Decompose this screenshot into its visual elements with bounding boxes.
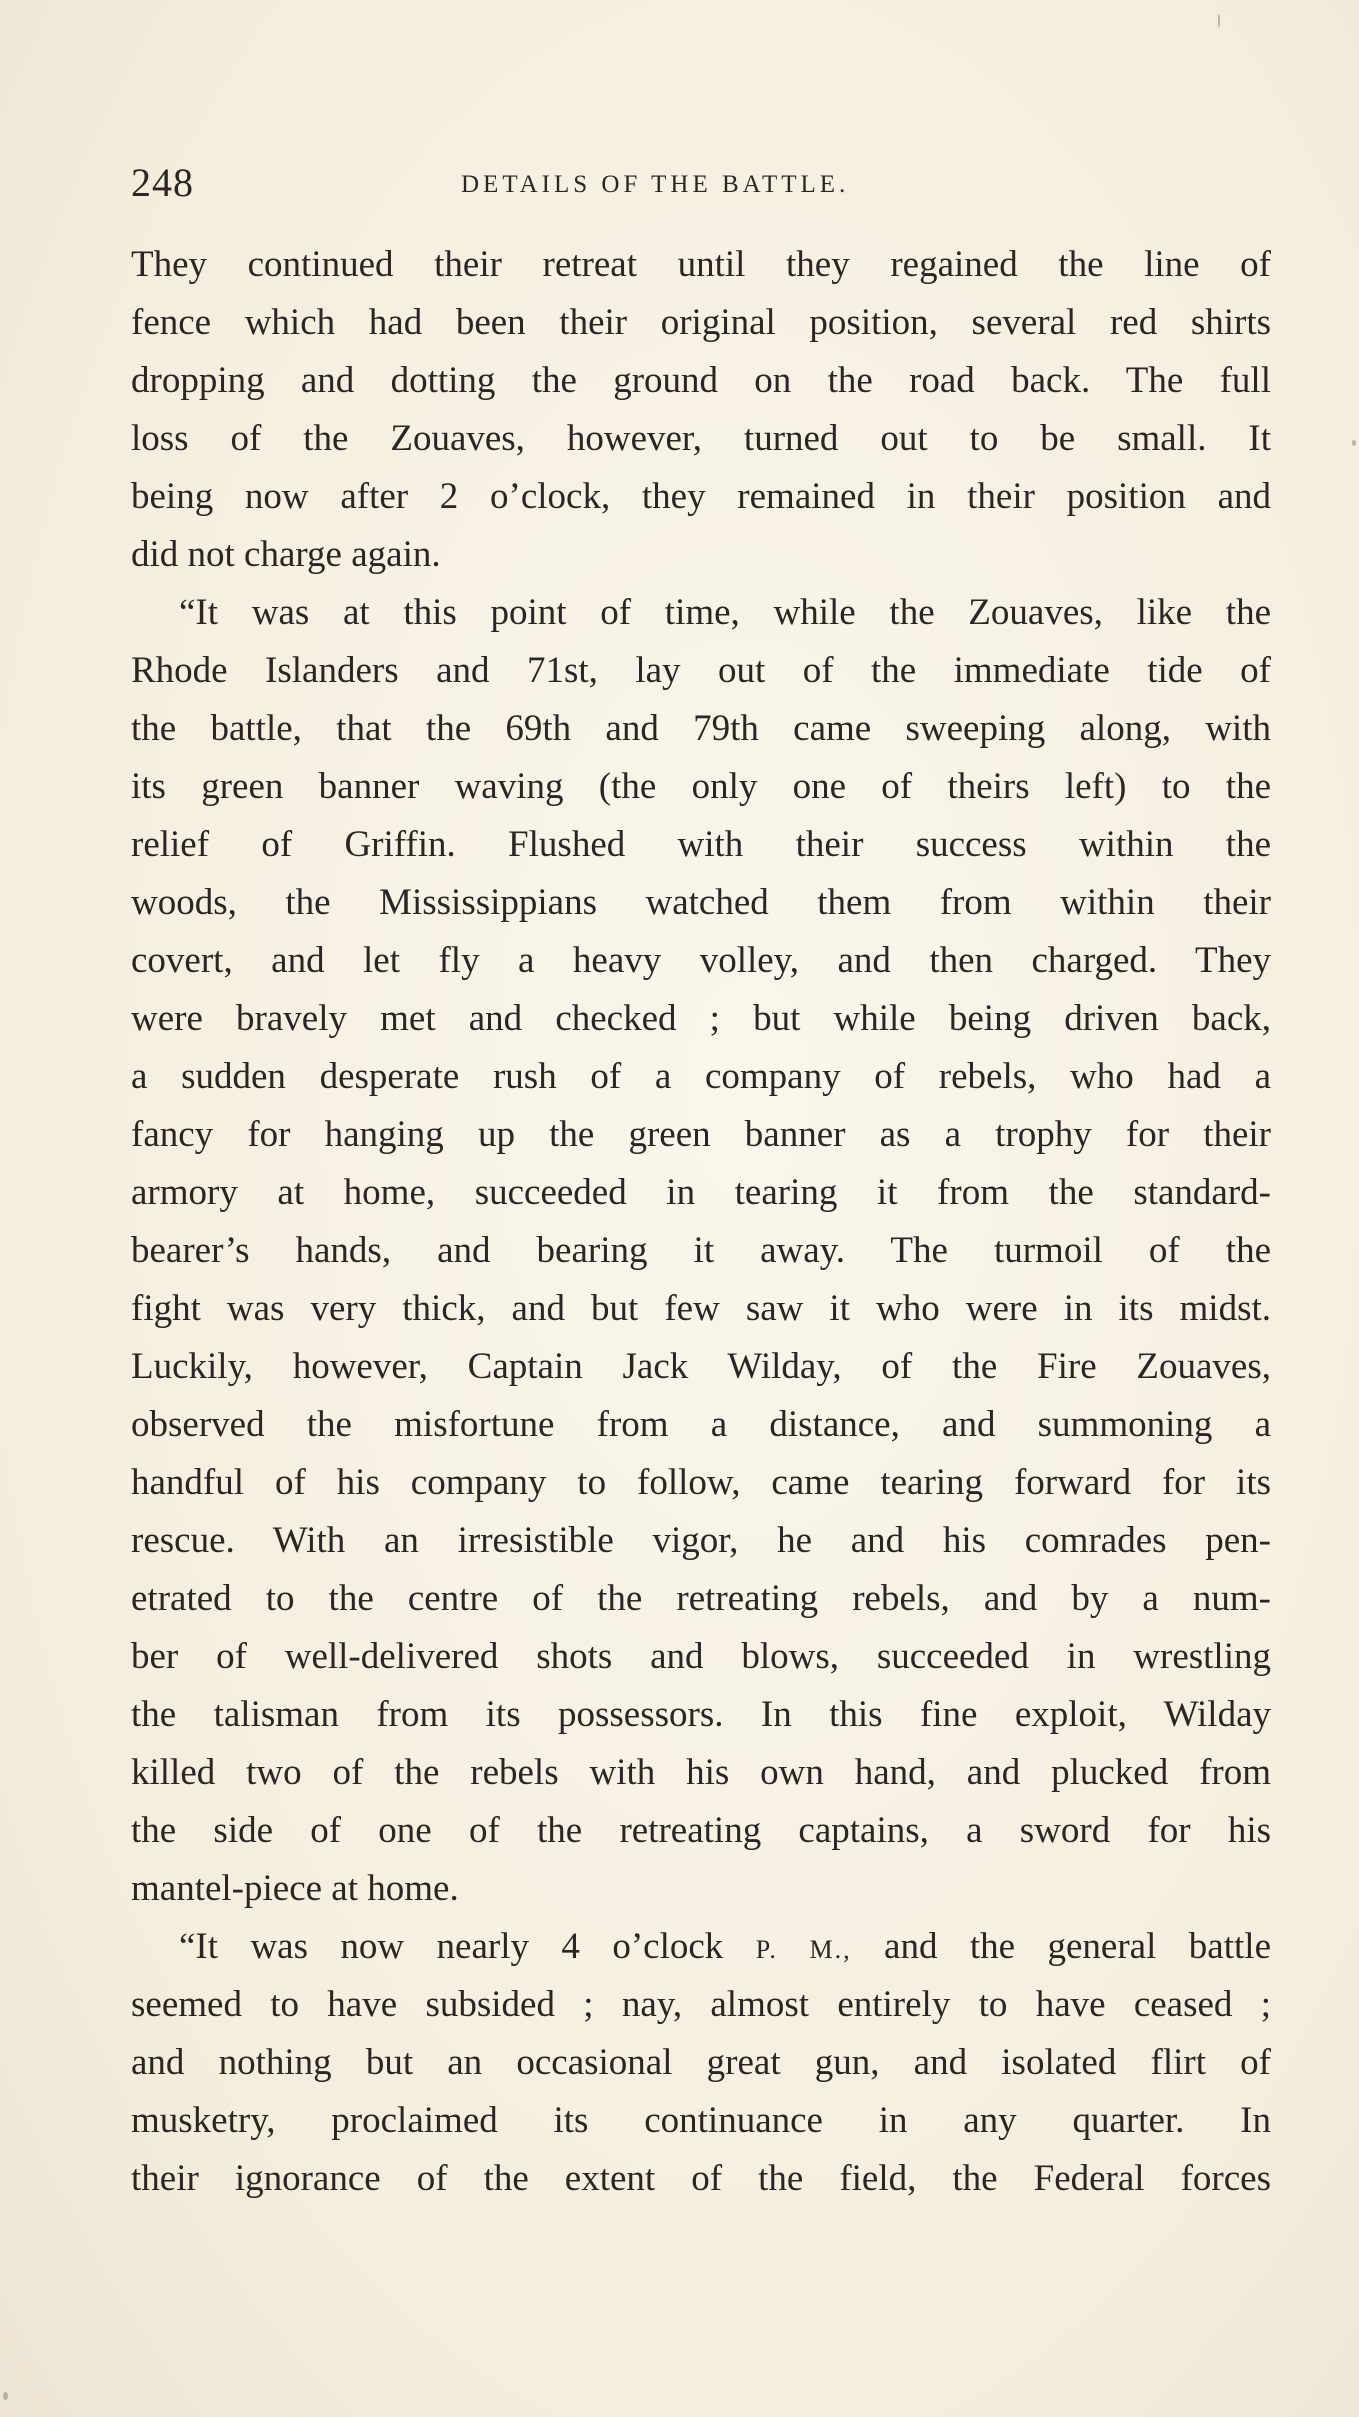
text-line: armory at home, succeeded in tearing it from the standard- (131, 1172, 1271, 1213)
text-line: etrated to the centre of the retreating rebels, and by a num- (131, 1578, 1271, 1619)
text-line: woods, the Mississippians watched them from within their (131, 882, 1271, 923)
text-line: being now after 2 o’clock, they remained in their position and (131, 476, 1271, 517)
text-line: were bravely met and checked ; but while being driven back, (131, 998, 1271, 1039)
text-line: its green banner waving (the only one of theirs left) to the (131, 766, 1271, 807)
text-line: handful of his company to follow, came tearing forward for its (131, 1462, 1271, 1503)
text-segment: and the general battle (851, 1926, 1271, 1967)
text-line: mantel-piece at home. (131, 1868, 459, 1909)
text-line: their ignorance of the extent of the field, the Federal forces (131, 2158, 1271, 2199)
text-line: relief of Griffin. Flushed with their success within the (131, 824, 1271, 865)
running-title: DETAILS OF THE BATTLE. (461, 171, 850, 198)
text-line: fence which had been their original position, several red shirts (131, 302, 1271, 343)
small-caps-pm: P. M., (755, 1935, 852, 1964)
page-header (131, 160, 1271, 206)
text-line: Rhode Islanders and 71st, lay out of the immediate tide of (131, 650, 1271, 691)
text-line: loss of the Zouaves, however, turned out to be small. It (131, 418, 1271, 459)
text-line: “It was at this point of time, while the Zouaves, like the (179, 592, 1271, 633)
text-line: fancy for hanging up the green banner as a trophy for their (131, 1114, 1271, 1155)
text-line: seemed to have subsided ; nay, almost entirely to have ceased ; (131, 1984, 1271, 2025)
body-text (131, 236, 1271, 2208)
paper-speck (1218, 14, 1220, 28)
text-line: covert, and let fly a heavy volley, and then charged. They (131, 940, 1271, 981)
page-number: 248 (131, 160, 194, 205)
text-line: the side of one of the retreating captains, a sword for his (131, 1810, 1271, 1851)
text-line: bearer’s hands, and bearing it away. The turmoil of the (131, 1230, 1271, 1271)
text-line: the talisman from its possessors. In this fine exploit, Wilday (131, 1694, 1271, 1735)
paper-speck (1352, 440, 1356, 446)
text-segment: “It was now nearly 4 o’clock (179, 1926, 756, 1967)
text-line: fight was very thick, and but few saw it who were in its midst. (131, 1288, 1271, 1329)
text-line: a sudden desperate rush of a company of rebels, who had a (131, 1056, 1271, 1097)
paper-speck (3, 2392, 8, 2400)
text-line: Luckily, however, Captain Jack Wilday, of the Fire Zouaves, (131, 1346, 1271, 1387)
text-line: rescue. With an irresistible vigor, he and his comrades pen- (131, 1520, 1271, 1561)
text-line: musketry, proclaimed its continuance in any quarter. In (131, 2100, 1271, 2141)
text-line: and nothing but an occasional great gun, and isolated flirt of (131, 2042, 1271, 2083)
text-line (131, 1918, 1271, 1976)
text-line: ber of well-delivered shots and blows, succeeded in wrestling (131, 1636, 1271, 1677)
text-line: the battle, that the 69th and 79th came sweeping along, with (131, 708, 1271, 749)
text-line: dropping and dotting the ground on the road back. The full (131, 360, 1271, 401)
text-line: observed the misfortune from a distance, and summoning a (131, 1404, 1271, 1445)
text-line: killed two of the rebels with his own hand, and plucked from (131, 1752, 1271, 1793)
text-line: did not charge again. (131, 534, 441, 575)
text-line: They continued their retreat until they regained the line of (131, 244, 1271, 285)
